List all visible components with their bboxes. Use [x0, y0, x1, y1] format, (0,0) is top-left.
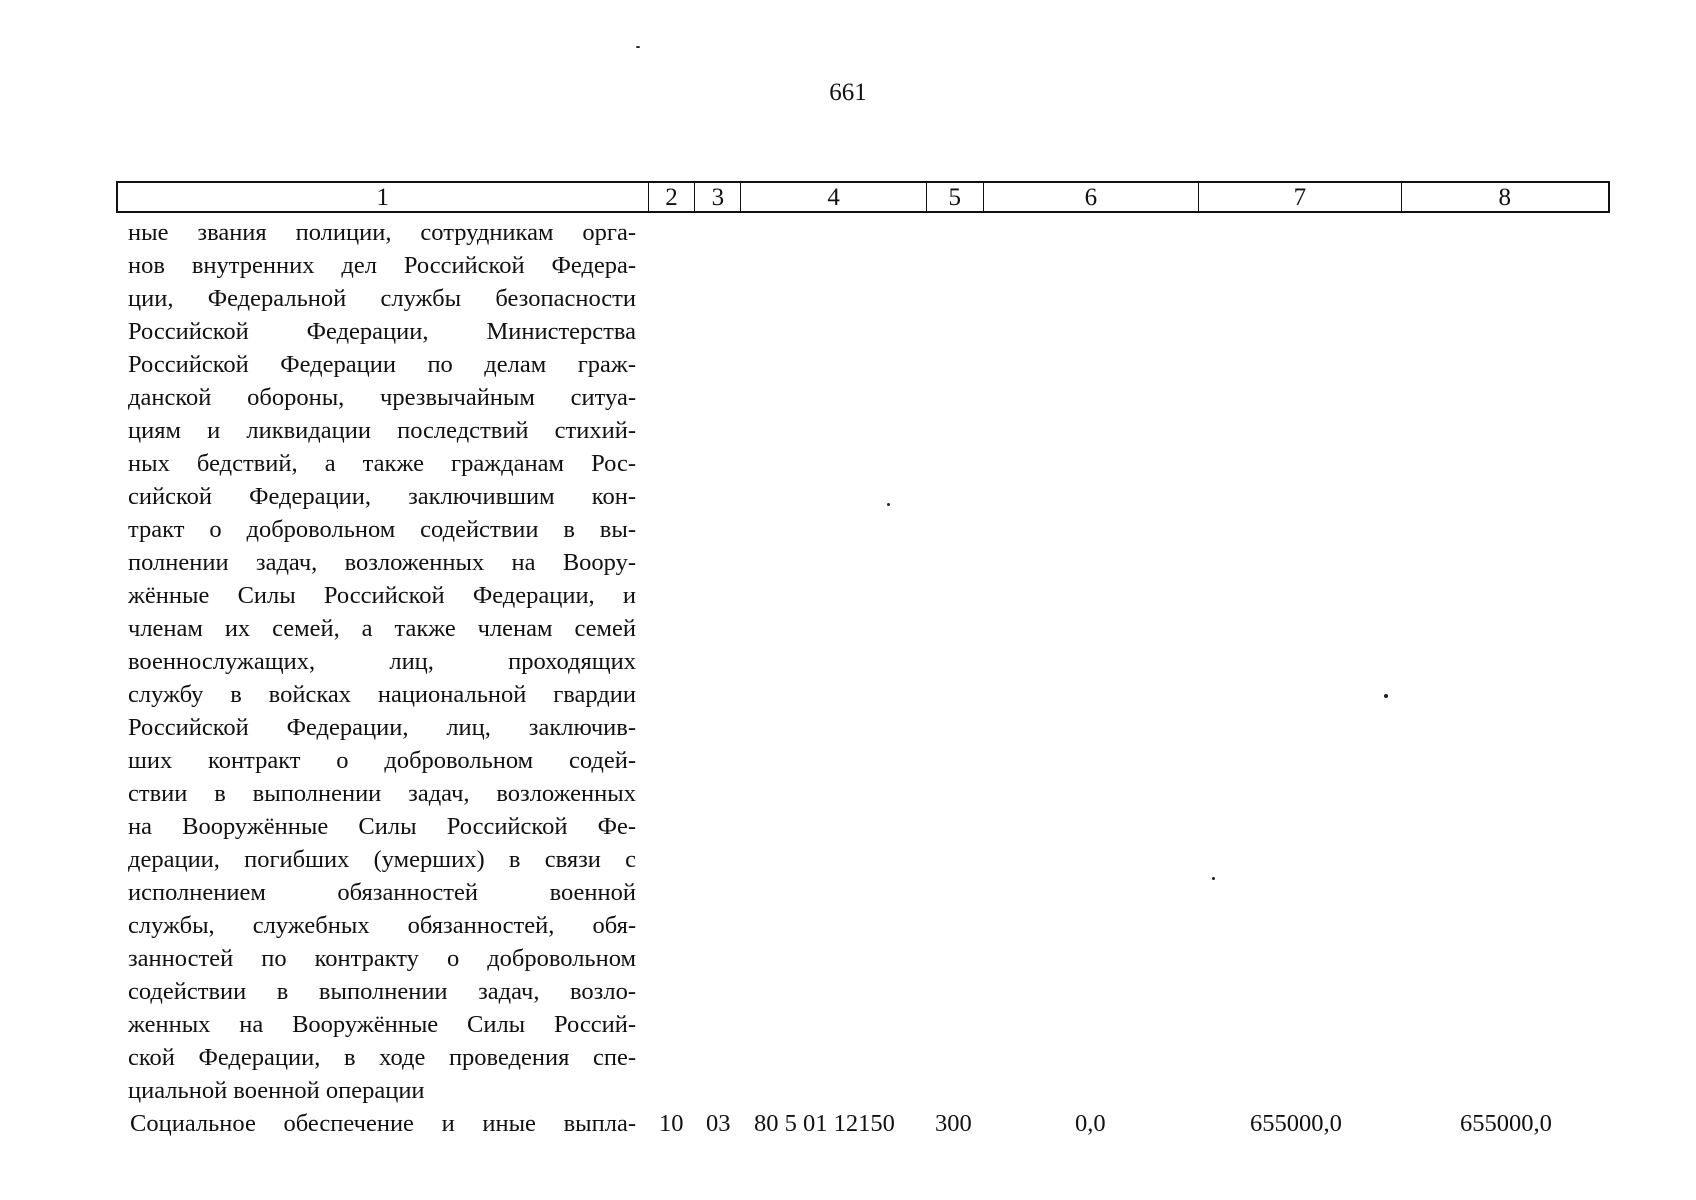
column-header: 1 — [118, 183, 649, 211]
description-line: службу в войсках национальной гвардии — [128, 681, 636, 708]
description-line: службы, служебных обязанностей, обя- — [128, 912, 636, 939]
description-line: ных бедствий, а также гражданам Рос- — [128, 450, 636, 477]
cell-amount-col7: 655000,0 — [1250, 1110, 1342, 1137]
description-line: содействии в выполнении задач, возло- — [128, 978, 636, 1005]
description-line: военнослужащих, лиц, проходящих — [128, 648, 636, 675]
column-header: 5 — [927, 183, 984, 211]
description-line: циальной военной операции — [128, 1077, 425, 1104]
column-header: 7 — [1199, 183, 1401, 211]
description-line: Российской Федерации, лиц, заключив- — [128, 714, 636, 741]
cell-target-article: 80 5 01 12150 — [754, 1110, 895, 1137]
column-header: 4 — [741, 183, 927, 211]
row-label: Социальное обеспечение и иные выпла- — [130, 1110, 636, 1137]
description-line: нов внутренних дел Российской Федера- — [128, 252, 636, 279]
description-line: жённые Силы Российской Федерации, и — [128, 582, 636, 609]
description-line: ствии в выполнении задач, возложенных — [128, 780, 636, 807]
description-line: дерации, погибших (умерших) в связи с — [128, 846, 636, 873]
description-line: полнении задач, возложенных на Воору- — [128, 549, 636, 576]
description-line: женных на Вооружённые Силы Россий- — [128, 1011, 636, 1038]
continued-description — [128, 216, 636, 1107]
description-line: циям и ликвидации последствий стихий- — [128, 417, 636, 444]
scan-speck — [1384, 694, 1388, 698]
description-line: ные звания полиции, сотрудникам орга- — [128, 219, 636, 246]
cell-amount-col6: 0,0 — [1075, 1110, 1106, 1137]
column-header: 2 — [649, 183, 696, 211]
cell-expense-type: 300 — [935, 1110, 972, 1137]
cell-amount-col8: 655000,0 — [1460, 1110, 1552, 1137]
scan-speck — [636, 46, 640, 48]
description-line: ших контракт о добровольном содей- — [128, 747, 636, 774]
description-line: сийской Федерации, заключившим кон- — [128, 483, 636, 510]
cell-section: 10 — [659, 1110, 684, 1137]
table-row — [0, 1106, 1696, 1142]
description-line: исполнением обязанностей военной — [128, 879, 636, 906]
description-line: членам их семей, а также членам семей — [128, 615, 636, 642]
column-header: 3 — [695, 183, 741, 211]
description-line: занностей по контракту о добровольном — [128, 945, 636, 972]
description-line: на Вооружённые Силы Российской Фе- — [128, 813, 636, 840]
description-line: данской обороны, чрезвычайным ситуа- — [128, 384, 636, 411]
scan-speck — [1212, 877, 1215, 880]
scan-speck — [887, 503, 890, 506]
description-line: ской Федерации, в ходе проведения спе- — [128, 1044, 636, 1071]
page-number: 661 — [829, 79, 867, 106]
table-header-row — [116, 181, 1610, 213]
cell-subsection: 03 — [706, 1110, 731, 1137]
description-line: Российской Федерации по делам граж- — [128, 351, 636, 378]
description-line: Российской Федерации, Министерства — [128, 318, 636, 345]
column-header: 8 — [1498, 184, 1512, 211]
description-line: тракт о добровольном содействии в вы- — [128, 516, 636, 543]
column-header: 6 — [984, 183, 1199, 211]
description-line: ции, Федеральной службы безопасности — [128, 285, 636, 312]
